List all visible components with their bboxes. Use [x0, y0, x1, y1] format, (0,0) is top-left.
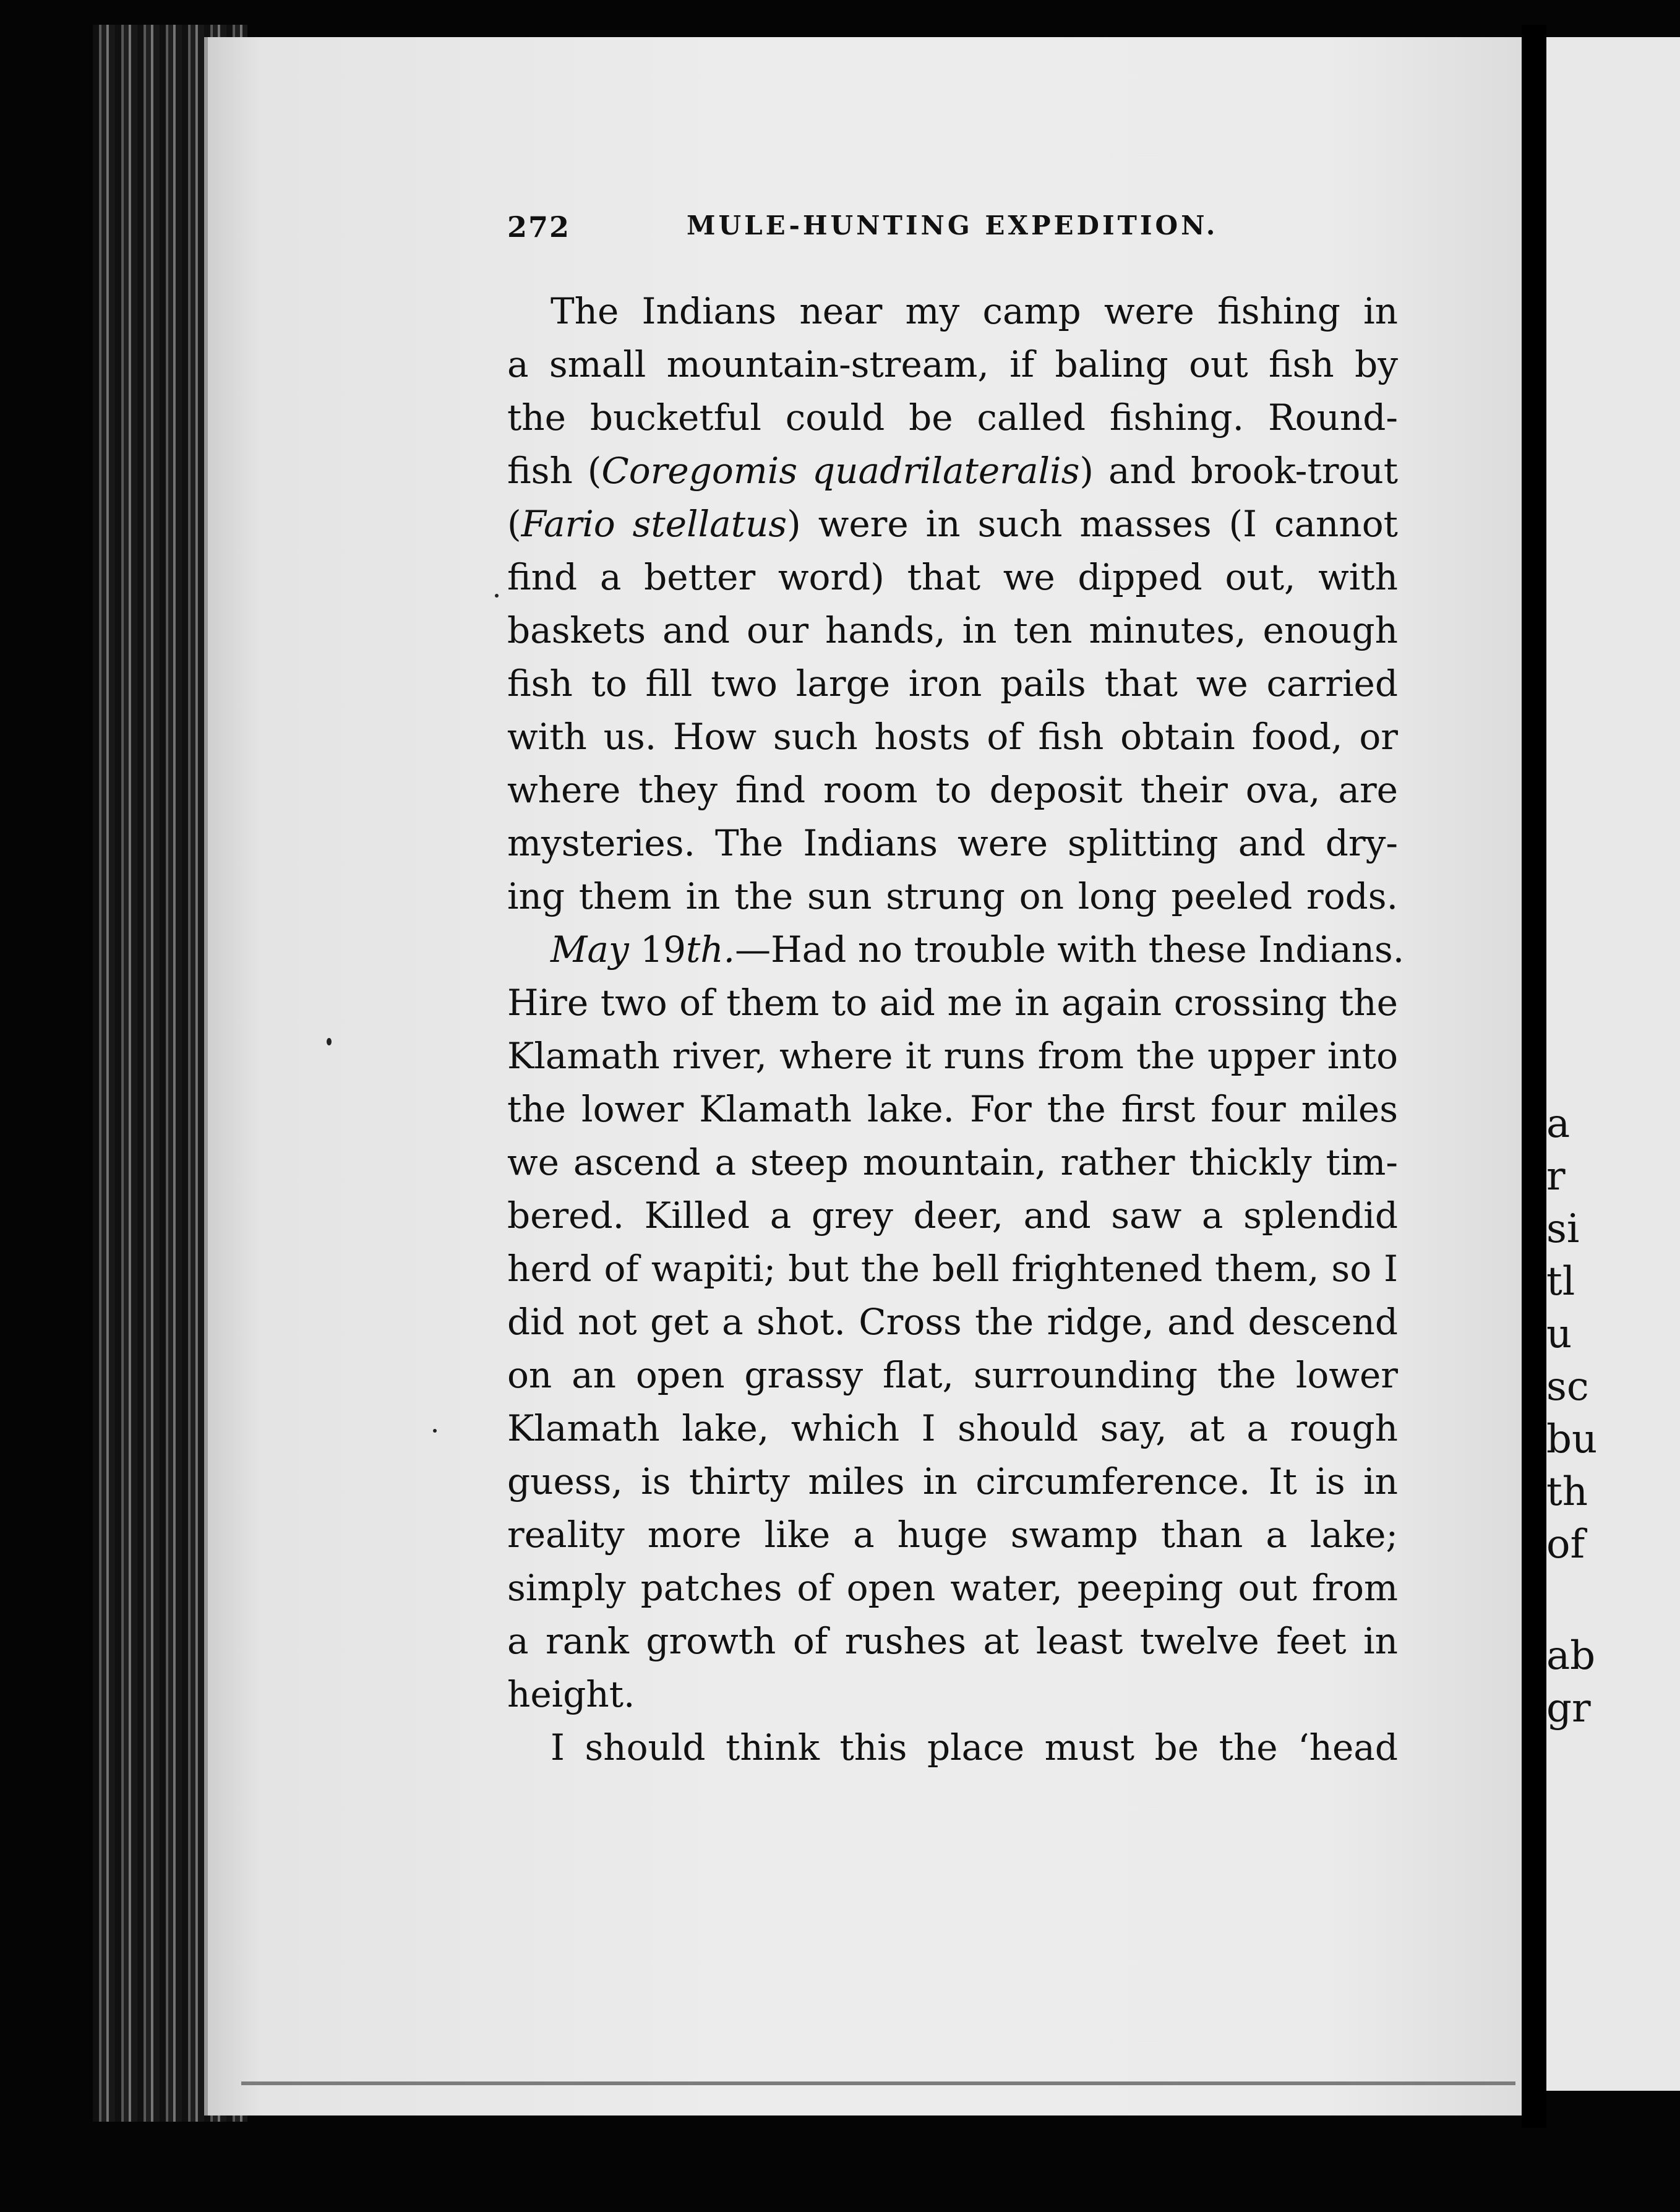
text-line: the bucketful could be called fishing. Round- [507, 397, 1398, 439]
text-line: reality more like a huge swamp than a lake; [507, 1514, 1398, 1556]
running-head: MULE-HUNTING EXPEDITION. [687, 210, 1219, 241]
text-line: mysteries. The Indians were splitting and dry- [507, 822, 1398, 864]
facing-page-fragment: gr [1546, 1686, 1591, 1731]
text-line: I should think this place must be the ‘head [551, 1726, 1398, 1768]
text-line: the lower Klamath lake. For the first four miles [507, 1088, 1398, 1130]
text-line: bered. Killed a grey deer, and saw a splendid [507, 1194, 1398, 1237]
text-line: we ascend a steep mountain, rather thickly tim- [507, 1141, 1398, 1183]
text-line: find a better word) that we dipped out, with [507, 556, 1398, 598]
text-line: a rank growth of rushes at least twelve feet in [507, 1620, 1398, 1662]
text-line: height. [507, 1673, 635, 1715]
text-line: a small mountain-stream, if baling out fish by [507, 343, 1398, 385]
page-header [507, 210, 1460, 278]
text-line: herd of wapiti; but the bell frightened them, so I [507, 1248, 1398, 1290]
body-text [507, 285, 1405, 1774]
facing-page-fragment: th [1546, 1469, 1588, 1515]
facing-page-fragment: si [1546, 1206, 1580, 1252]
text-line: Hire two of them to aid me in again crossing the [507, 982, 1398, 1024]
facing-page-fragment: r [1546, 1154, 1566, 1199]
facing-page-fragment: of [1546, 1522, 1585, 1567]
text-line: fish (Coregomis quadrilateralis) and brook-trout [507, 450, 1399, 492]
text-line: May 19th.—Had no trouble with these Indians. [551, 928, 1405, 971]
text-line: Klamath lake, which I should say, at a rough [507, 1407, 1398, 1449]
book-gutter [1522, 25, 1546, 2128]
text-line: fish to fill two large iron pails that we carried [507, 662, 1398, 705]
text-line: with us. How such hosts of fish obtain food, or [507, 716, 1398, 758]
facing-page-fragment: ab [1546, 1633, 1596, 1679]
facing-page-edge [1546, 37, 1680, 2091]
ink-speck [327, 1038, 332, 1045]
facing-page-fragment: sc [1546, 1364, 1589, 1410]
text-line: Klamath river, where it runs from the upper into [507, 1035, 1398, 1077]
text-line: guess, is thirty miles in circumference. It is in [507, 1460, 1398, 1503]
text-line: on an open grassy flat, surrounding the lower [507, 1354, 1398, 1396]
text-line: simply patches of open water, peeping out from [507, 1567, 1398, 1609]
text-line: baskets and our hands, in ten minutes, enough [507, 609, 1398, 651]
ink-speck [495, 594, 499, 598]
facing-page-fragment: u [1546, 1311, 1572, 1357]
facing-page-fragment: bu [1546, 1417, 1598, 1462]
text-line: did not get a shot. Cross the ridge, and descend [507, 1301, 1398, 1343]
page-bottom-edge [241, 2081, 1515, 2085]
facing-page-fragment: tl [1546, 1259, 1575, 1305]
page-number: 272 [507, 210, 571, 244]
text-line: where they find room to deposit their ova, are [507, 769, 1398, 811]
ink-speck [433, 1429, 437, 1433]
text-line: ing them in the sun strung on long peeled rods. [507, 875, 1398, 917]
text-line: The Indians near my camp were fishing in [551, 290, 1398, 332]
text-line: (Fario stellatus) were in such masses (I cannot [507, 503, 1398, 545]
facing-page-fragment: a [1546, 1101, 1571, 1147]
